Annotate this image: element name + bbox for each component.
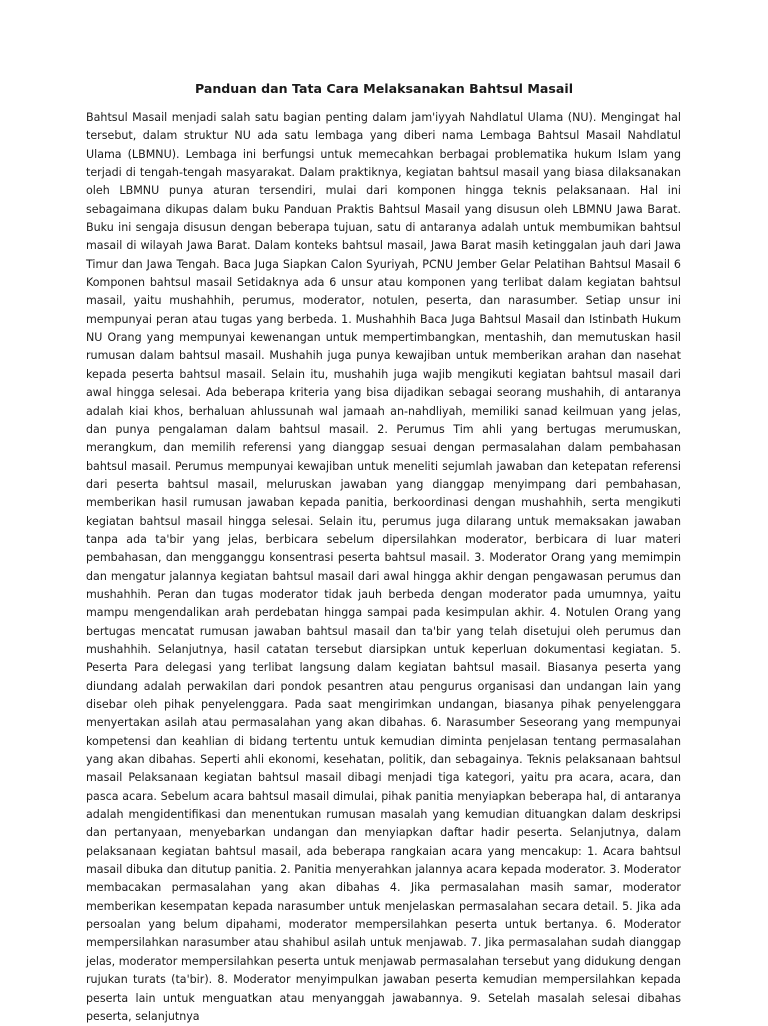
document-body: Bahtsul Masail menjadi salah satu bagian penting dalam jam'iyyah Nahdlatul Ulama (NU). Mengingat hal tersebut, dalam struktur NU ada satu lembaga yang diberi nama Lembaga Bahtsul Masail Nahdlatul Ulama (LBMNU). Lembaga ini berfungsi untuk memecahkan berbagai problematika hukum Islam yang terjadi di tengah-tengah masyarakat. Dalam praktiknya, kegiatan bahtsul masail yang biasa dilaksanakan oleh LBMNU punya aturan tersendiri, mulai dari komponen hingga teknis pelaksanaan. Hal ini sebagaimana dikupas dalam buku Panduan Praktis Bahtsul Masail yang disusun oleh LBMNU Jawa Barat. Buku ini sengaja disusun dengan beberapa tujuan, satu di antaranya adalah untuk membumikan bahtsul masail di wilayah Jawa Barat. Dalam konteks bahtsul masail, Jawa Barat masih ketinggalan jauh dari Jawa Timur dan Jawa Tengah. Baca Juga Siapkan Calon Syuriyah, PCNU Jember Gelar Pelatihan Bahtsul Masail 6 Komponen bahtsul masail Setidaknya ada 6 unsur atau komponen yang terlibat dalam kegiatan bahtsul masail, yaitu mushahhih, perumus, moderator, notulen, peserta, dan narasumber. Setiap unsur ini mempunyai peran atau tugas yang berbeda. 1. Mushahhih Baca Juga Bahtsul Masail dan Istinbath Hukum NU Orang yang mempunyai kewenangan untuk mempertimbangkan, mentashih, dan memutuskan hasil rumusan dalam bahtsul masail. Mushahih juga punya kewajiban untuk memberikan arahan dan nasehat kepada peserta bahtsul masail. Selain itu, mushahih juga wajib mengikuti kegiatan bahtsul masail dari awal hingga selesai. Ada beberapa kriteria yang bisa dijadikan sebagai seorang mushahih, di antaranya adalah kiai khos, berhaluan ahlussunah wal jamaah an-nahdliyah, memiliki sanad keilmuan yang jelas, dan punya pengalaman dalam bahtsul masail. 2. Perumus Tim ahli yang bertugas merumuskan, merangkum, dan memilih referensi yang dianggap sesuai dengan permasalahan dalam pembahasan bahtsul masail. Perumus mempunyai kewajiban untuk meneliti sejumlah jawaban dan ketepatan referensi dari peserta bahtsul masail, meluruskan jawaban yang dianggap menyimpang dari pembahasan, memberikan hasil rumusan jawaban kepada panitia, berkoordinasi dengan mushahhih, serta mengikuti kegiatan bahtsul masail hingga selesai. Selain itu, perumus juga dilarang untuk memaksakan jawaban tanpa ada ta'bir yang jelas, berbicara sebelum dipersilahkan moderator, berbicara di luar materi pembahasan, dan mengganggu konsentrasi peserta bahtsul masail. 3. Moderator Orang yang memimpin dan mengatur jalannya kegiatan bahtsul masail dari awal hingga akhir dengan pengawasan perumus dan mushahhih. Peran dan tugas moderator tidak jauh berbeda dengan moderator pada umumnya, yaitu mampu mengendalikan arah perdebatan hingga sampai pada kesimpulan akhir. 4. Notulen Orang yang bertugas mencatat rumusan jawaban bahtsul masail dan ta'bir yang telah disetujui oleh perumus dan mushahhih. Selanjutnya, hasil catatan tersebut diarsipkan untuk keperluan dokumentasi kegiatan. 5. Peserta Para delegasi yang terlibat langsung dalam kegiatan bahtsul masail. Biasanya peserta yang diundang adalah perwakilan dari pondok pesantren atau pengurus organisasi dan undangan lain yang disebar oleh pihak penyelenggara. Pada saat mengirimkan undangan, biasanya pihak penyelenggara menyertakan asilah atau permasalahan yang akan dibahas. 6. Narasumber Seseorang yang mempunyai kompetensi dan keahlian di bidang tertentu untuk kemudian diminta penjelasan tentang permasalahan yang akan dibahas. Seperti ahli ekonomi, kesehatan, politik, dan sebagainya. Teknis pelaksanaan bahtsul masail Pelaksanaan kegiatan bahtsul masail dibagi menjadi tiga kategori, yaitu pra acara, acara, dan pasca acara. Sebelum acara bahtsul masail dimulai, pihak panitia menyiapkan beberapa hal, di antaranya adalah mengidentifikasi dan menentukan rumusan masalah yang kemudian dituangkan dalam deskripsi dan pertanyaan, menyebarkan undangan dan menyiapkan daftar hadir peserta. Selanjutnya, dalam pelaksanaan kegiatan bahtsul masail, ada beberapa rangkaian acara yang mencakup: 1. Acara bahtsul masail dibuka dan ditutup panitia. 2. Panitia menyerahkan jalannya acara kepada moderator. 3. Moderator membacakan permasalahan yang akan dibahas 4. Jika permasalahan masih samar, moderator memberikan kesempatan kepada narasumber untuk menjelaskan permasalahan secara detail. 5. Jika ada persoalan yang belum dipahami, moderator mempersilahkan peserta untuk bertanya. 6. Moderator mempersilahkan narasumber atau shahibul asilah untuk menjawab. 7. Jika permasalahan sudah dianggap jelas, moderator mempersilahkan peserta untuk menjawab permasalahan tersebut yang didukung dengan rujukan turats (ta'bir). 8. Moderator menyimpulkan jawaban peserta kemudian mempersilahkan kepada peserta lain untuk menguatkan atau menyanggah jawabannya. 9. Setelah masalah selesai dibahas peserta, selanjutnya bbox=[86, 111, 681, 1023]
document-title: Panduan dan Tata Cara Melaksanakan Bahtsul Masail bbox=[194, 81, 574, 96]
